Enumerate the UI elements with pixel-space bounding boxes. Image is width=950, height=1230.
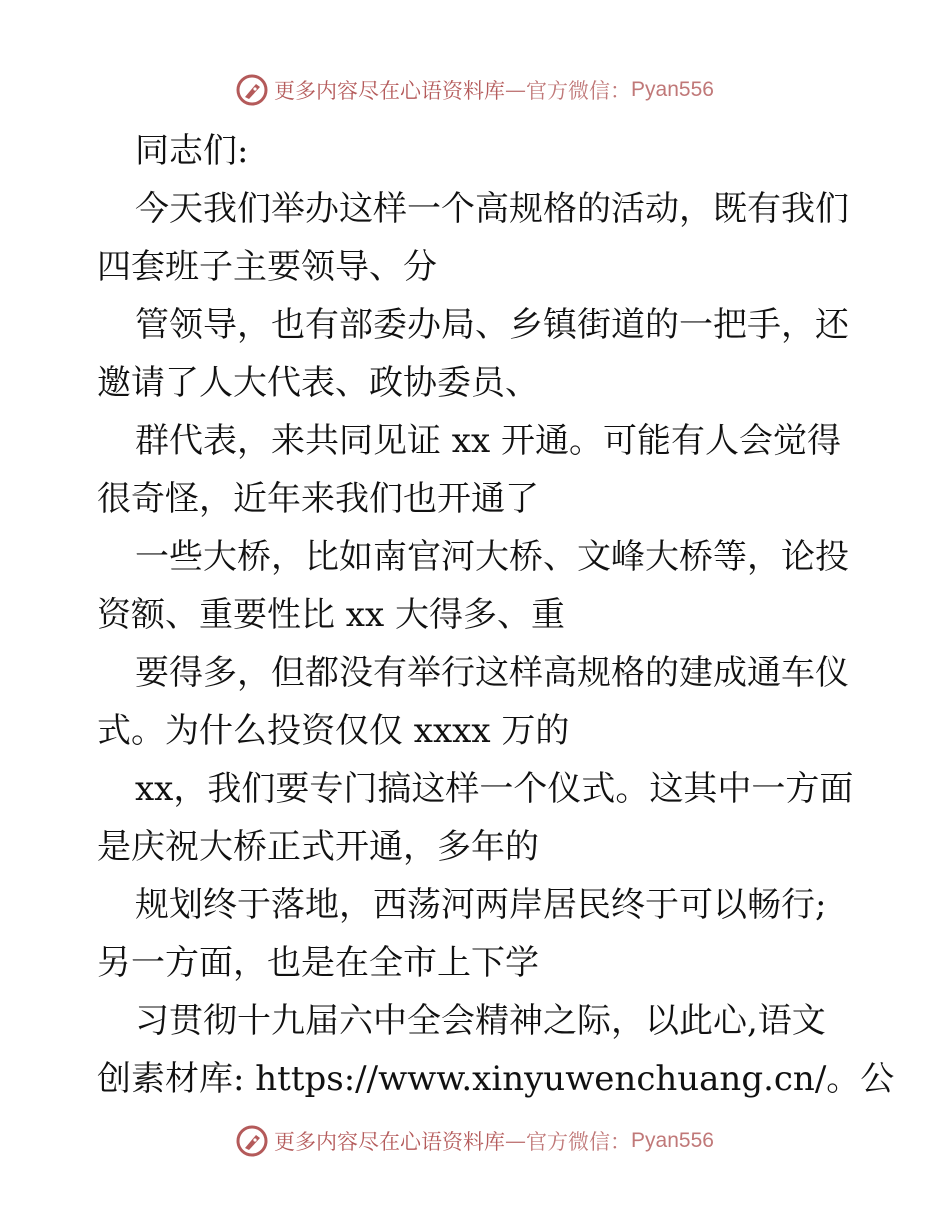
watermark-id: Pyan556	[631, 1129, 714, 1152]
watermark-separator: —	[505, 1129, 527, 1153]
text-line: 创素材库: https://www.xinyuwenchuang.cn/。公	[97, 1059, 895, 1099]
text-line: 一些大桥，比如南官河大桥、文峰大桥等，论投	[135, 537, 849, 577]
watermark-account: 官方微信：	[526, 79, 632, 103]
text-line: 四套班子主要领导、分	[97, 247, 437, 287]
text-line: 同志们:	[135, 131, 249, 171]
document-body	[97, 122, 895, 1108]
text-line: 习贯彻十九届六中全会精神之际，以此心,语文	[135, 1001, 826, 1041]
watermark-account: 官方微信：	[526, 1130, 632, 1154]
watermark-id: Pyan556	[631, 78, 714, 101]
text-line: 要得多，但都没有举行这样高规格的建成通车仪	[135, 653, 849, 693]
text-line: 是庆祝大桥正式开通，多年的	[97, 827, 539, 867]
pen-nib-circle-icon	[236, 1125, 268, 1157]
watermark-brand: 更多内容尽在心语资料库	[274, 1130, 506, 1154]
pen-nib-circle-icon	[236, 74, 268, 106]
text-line: 另一方面，也是在全市上下学	[97, 943, 539, 983]
text-line: 今天我们举办这样一个高规格的活动，既有我们	[135, 189, 849, 229]
watermark-separator: —	[505, 78, 527, 102]
watermark-brand: 更多内容尽在心语资料库	[274, 79, 506, 103]
text-line: 式。为什么投资仅仅 xxxx 万的	[97, 711, 570, 751]
text-line: 规划终于落地，西荡河两岸居民终于可以畅行;	[135, 885, 827, 925]
text-line: 很奇怪，近年来我们也开通了	[97, 479, 539, 519]
text-line: 邀请了人大代表、政协委员、	[97, 363, 539, 403]
footer-watermark	[0, 1124, 950, 1158]
text-line: 管领导，也有部委办局、乡镇街道的一把手，还	[135, 305, 849, 345]
text-line: 群代表，来共同见证 xx 开通。可能有人会觉得	[135, 421, 841, 461]
header-watermark	[0, 73, 950, 107]
text-line: xx，我们要专门搞这样一个仪式。这其中一方面	[135, 769, 854, 809]
text-line: 资额、重要性比 xx 大得多、重	[97, 595, 565, 635]
